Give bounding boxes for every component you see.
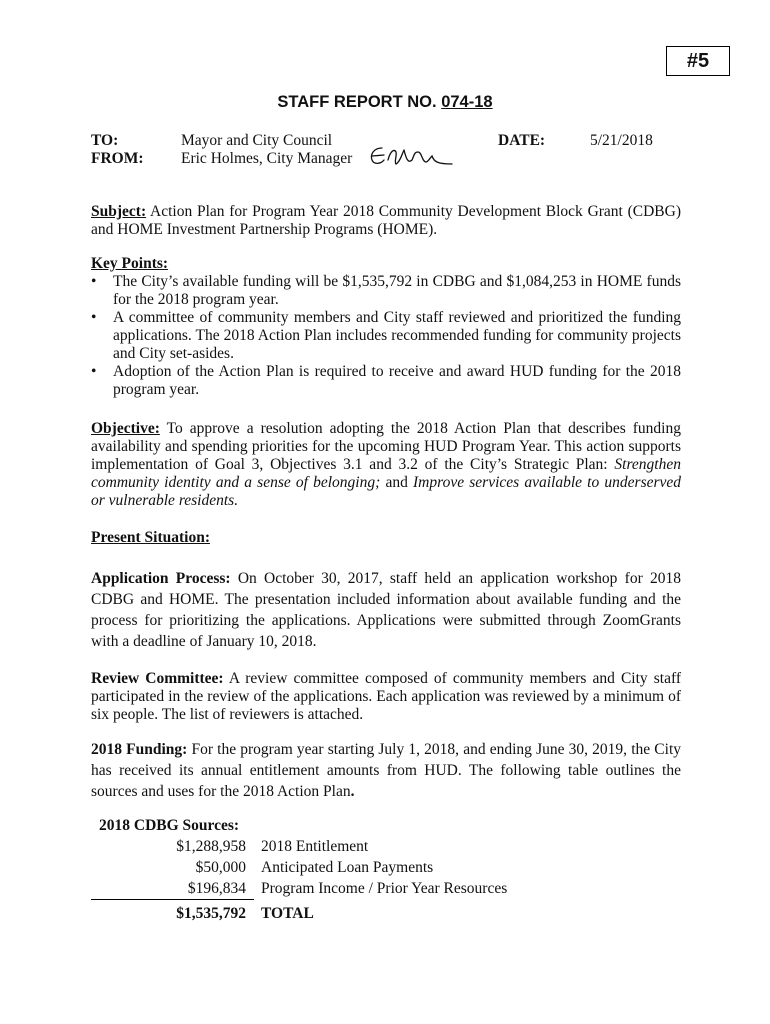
report-title [0,93,770,112]
funding-end: . [350,783,355,800]
to-label: TO: [91,132,119,149]
cdbg-sources-table [91,838,561,926]
report-title-label: STAFF REPORT NO. [277,93,437,111]
table-row [91,880,561,901]
review-committee-label: Review Committee: [91,670,224,687]
signature-mark [368,140,454,170]
table-row [91,838,561,859]
objective-goal-1: Strengthen community identity and a sense of belonging; [91,456,681,491]
objective-goal-2: Improve services available to underserved or vulnerable residents. [91,474,682,509]
source-amount: $50,000 [195,859,246,876]
review-committee-section [91,670,681,724]
source-label: 2018 Entitlement [261,838,369,855]
table-total-row [91,905,561,926]
source-label: Anticipated Loan Payments [261,859,434,876]
key-points-list [91,273,681,399]
application-process-section [91,568,681,652]
objective-and: and [385,474,408,491]
from-value: Eric Holmes, City Manager [181,150,353,167]
application-process-label: Application Process: [91,570,231,587]
agenda-item-number: #5 [666,46,730,76]
subject-text: Action Plan for Program Year 2018 Community Development Block Grant (CDBG) and HOME Investment Partnership Programs (HOME). [91,203,681,238]
from-label: FROM: [91,150,144,167]
total-amount: $1,535,792 [176,905,246,922]
bullet-icon: • [91,363,97,380]
application-process-text: On October 30, 2017, staff held an application workshop for 2018 CDBG and HOME. The presentation included information about available funding and the process for prioritizing the applications. Applications were submitted through ZoomGrants with a deadline of January 10, 2018. [91,570,681,650]
objective-text: To approve a resolution adopting the 2018 Action Plan that describes funding availability and spending priorities for the upcoming HUD Program Year. This action supports implementation of Goal 3, Objectives 3.1 and 3.2 of the City’s Strategic Plan: [91,420,681,473]
subject-section [91,203,681,239]
key-point-item: • Adoption of the Action Plan is required to receive and award HUD funding for the 2018 program year. [91,363,681,398]
funding-text: For the program year starting July 1, 2018, and ending June 30, 2019, the City has received its annual entitlement amounts from HUD. The following table outlines the sources and uses for the 2018 Action Plan [91,741,682,800]
bullet-icon: • [91,309,97,326]
funding-label: 2018 Funding: [91,741,188,758]
objective-label: Objective: [91,420,160,437]
key-point-item: • A committee of community members and City staff reviewed and prioritized the funding applications. The 2018 Action Plan includes recommended funding for community projects and City set-asides. [91,309,681,362]
key-points-label: Key Points: [91,255,169,272]
source-label: Program Income / Prior Year Resources [261,880,508,897]
total-label: TOTAL [261,905,314,922]
to-value: Mayor and City Council [181,132,333,149]
key-points-heading [91,255,681,273]
present-situation-label: Present Situation: [91,529,210,546]
funding-section [91,739,681,802]
cdbg-sources-title: 2018 CDBG Sources: [99,817,240,834]
report-number: 074-18 [441,93,493,111]
source-amount: $1,288,958 [176,838,246,855]
bullet-icon: • [91,273,97,290]
date-label: DATE: [498,132,546,149]
date-value: 5/21/2018 [590,132,653,149]
source-amount: $196,834 [187,880,246,897]
table-total-divider [91,899,254,900]
review-committee-text: A review committee composed of community members and City staff participated in the review of the applications. Each application was reviewed by a minimum of six people. The list of reviewers is attached. [91,670,681,723]
key-point-item: • The City’s available funding will be $1,535,792 in CDBG and $1,084,253 in HOME funds for the 2018 program year. [91,273,681,308]
table-row [91,859,561,880]
objective-section [91,420,681,510]
subject-label: Subject: [91,203,147,220]
present-situation-heading [91,529,681,547]
